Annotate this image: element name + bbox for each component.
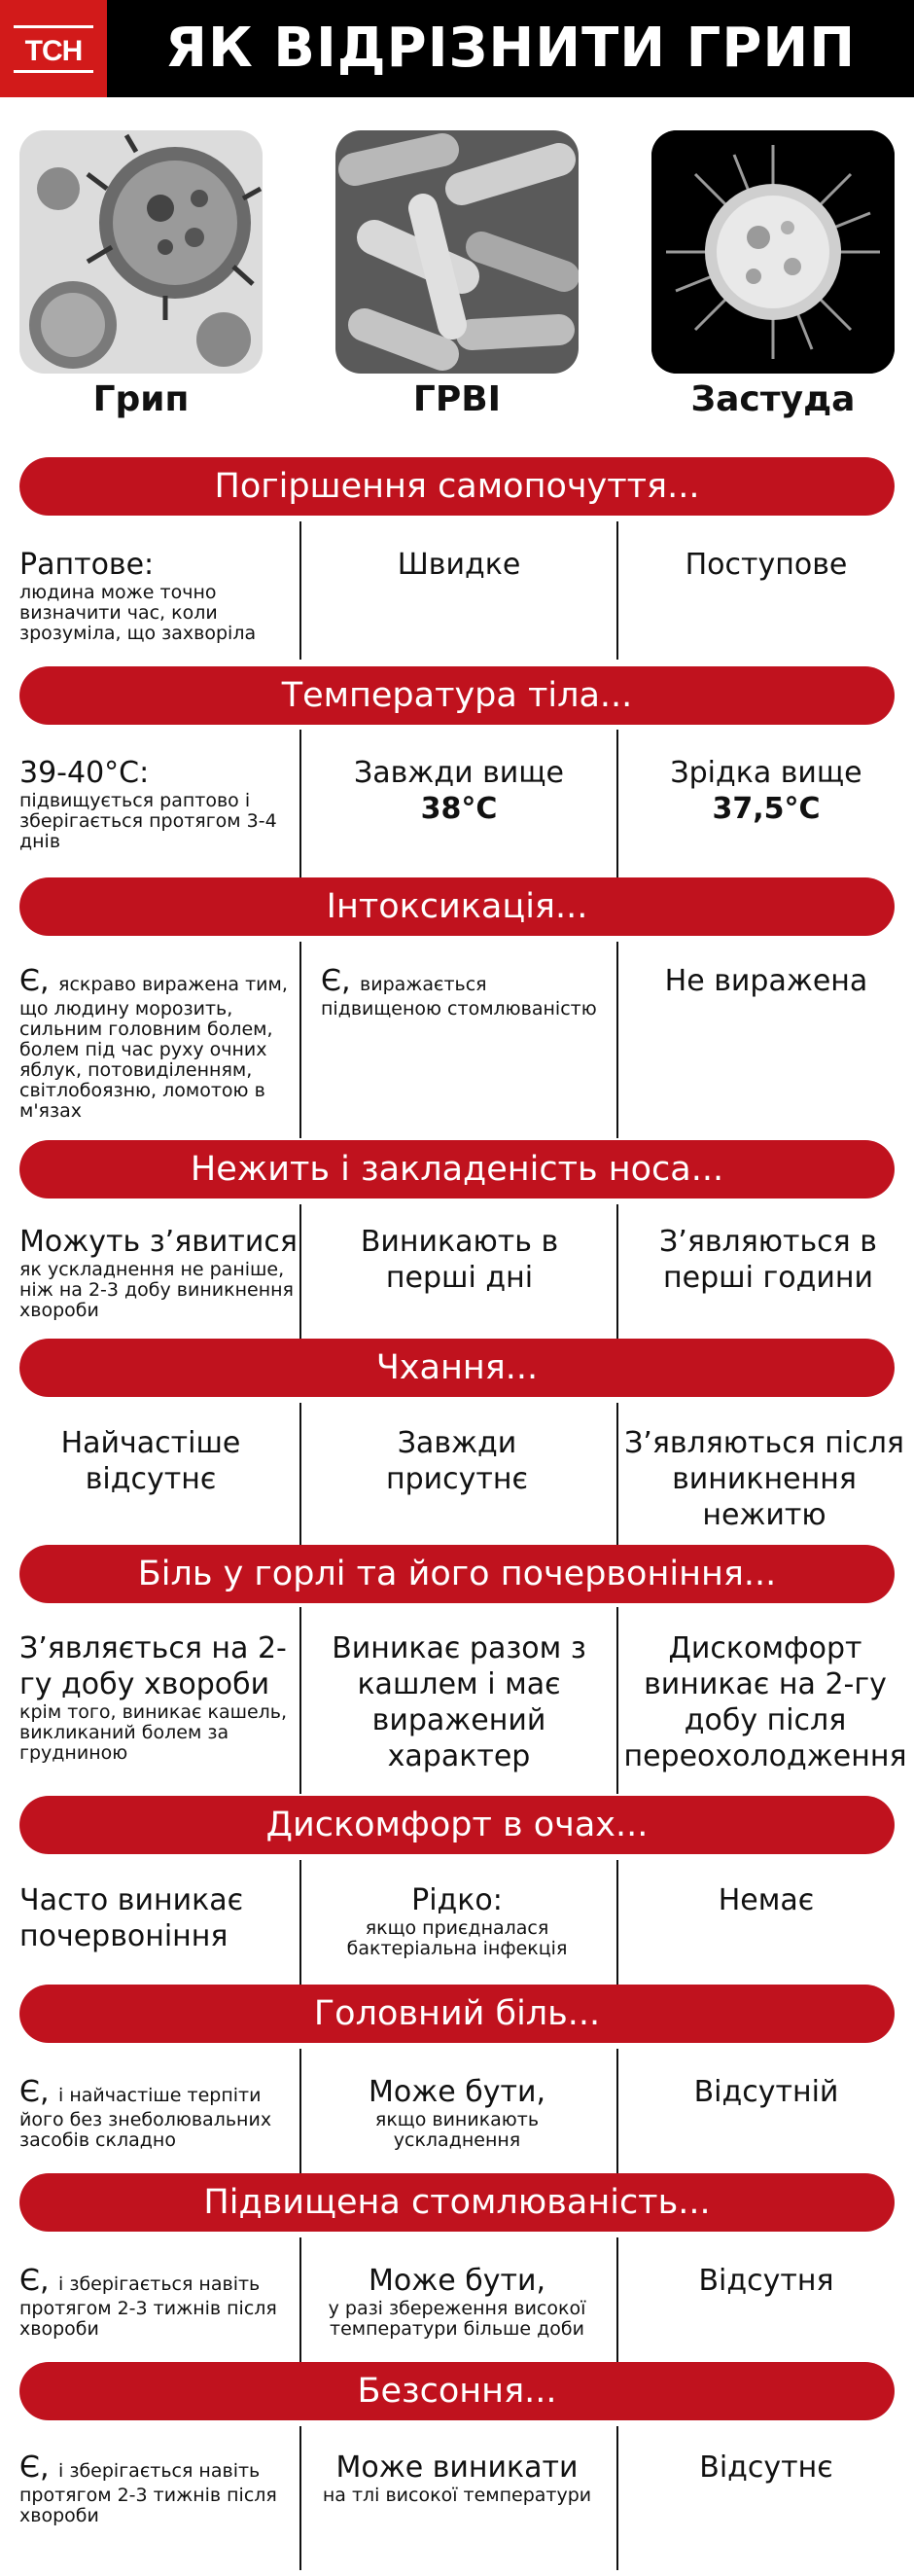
cell-main: Може бути, bbox=[368, 2075, 546, 2109]
cell-main: Завжди присутнє bbox=[386, 1426, 528, 1496]
arvi-cell bbox=[321, 2263, 593, 2340]
section-title: Нежить і закладеність носа... bbox=[19, 1140, 895, 1199]
flu-cell bbox=[19, 2074, 282, 2151]
cell-note: як ускладнення не раніше, ніж на 2-3 добу виникнення хвороби bbox=[19, 1259, 294, 1321]
cell-main: Поступове bbox=[685, 548, 848, 582]
cell-note: на тлі високої температури bbox=[322, 2485, 592, 2506]
cell-main: Є, bbox=[19, 2264, 59, 2298]
section-title: Температура тіла... bbox=[19, 666, 895, 725]
flu-cell bbox=[19, 755, 297, 852]
divider bbox=[299, 2049, 301, 2175]
arvi-cell bbox=[321, 2450, 593, 2506]
arvi-cell bbox=[331, 2074, 583, 2151]
cell-main: Завжди вище bbox=[354, 756, 564, 790]
cell-main: 39-40°С: bbox=[19, 756, 150, 790]
page-title: ЯК ВІДРІЗНИТИ ГРИП bbox=[164, 17, 857, 80]
cell-main: Відсутнє bbox=[699, 2451, 833, 2485]
flu-cell bbox=[19, 963, 297, 1122]
divider bbox=[299, 2426, 301, 2570]
cell-main: Є, bbox=[321, 964, 361, 998]
cell-main: Є, bbox=[19, 964, 59, 998]
column-label-arvi: ГРВІ bbox=[412, 379, 502, 419]
flu-cell bbox=[39, 1425, 263, 1497]
divider bbox=[299, 1860, 301, 1986]
cell-main: Є, bbox=[19, 2075, 59, 2109]
cell-main: З’являються після виникнення нежитю bbox=[624, 1426, 904, 1532]
divider bbox=[299, 2237, 301, 2364]
flu-cell bbox=[19, 547, 297, 644]
cell-main: Дискомфорт виникає на 2-гу добу після переохолодження bbox=[623, 1631, 907, 1773]
divider bbox=[616, 730, 618, 877]
cold-cell bbox=[620, 963, 912, 999]
cell-main: Виникає разом з кашлем і має виражений характер bbox=[332, 1631, 586, 1773]
section-title: Дискомфорт в очах... bbox=[19, 1796, 895, 1854]
cold-cell bbox=[620, 1882, 912, 1918]
divider bbox=[299, 521, 301, 660]
divider bbox=[616, 942, 618, 1138]
arvi-bacteria-image bbox=[335, 130, 579, 374]
cell-main: Швидке bbox=[397, 548, 521, 582]
cell-main: Відсутня bbox=[698, 2264, 834, 2298]
cell-main: Зрідка вище bbox=[670, 756, 862, 790]
divider bbox=[616, 1204, 618, 1339]
section-title: Безсоння... bbox=[19, 2362, 895, 2420]
arvi-cell bbox=[303, 755, 615, 827]
cell-note: і найчастіше терпіти його без знеболювальних засобів складно bbox=[19, 2085, 272, 2151]
cell-main: Раптове: bbox=[19, 548, 155, 582]
logo-line-top bbox=[14, 25, 93, 28]
cold-cell bbox=[620, 755, 912, 827]
cell-note: яскраво виражена тим, що людину морозить, сильним головним болем, болем під час руху очних яблук, потовиділенням, світлобоязню, ломотою в м'язах bbox=[19, 974, 288, 1122]
tsn-logo[interactable] bbox=[0, 0, 107, 97]
cold-cell bbox=[618, 1630, 912, 1774]
cell-bold-value: 37,5°С bbox=[712, 792, 821, 826]
column-label-cold: Застуда bbox=[690, 379, 856, 419]
divider bbox=[616, 2237, 618, 2364]
arvi-cell bbox=[321, 1224, 598, 1296]
arvi-cell bbox=[331, 1882, 583, 1959]
flu-cell bbox=[19, 1882, 282, 1954]
arvi-cell bbox=[321, 963, 613, 1020]
cell-main: З’являються в перші години bbox=[659, 1225, 877, 1295]
cell-main: Може бути, bbox=[368, 2264, 546, 2298]
cell-main: Часто виникає почервоніння bbox=[19, 1883, 244, 1953]
flu-cell bbox=[19, 1224, 301, 1321]
arvi-cell bbox=[303, 1630, 615, 1774]
flu-cell bbox=[19, 2450, 282, 2526]
section-title: Чхання... bbox=[19, 1339, 895, 1397]
cell-note: і зберігається навіть протягом 2-3 тижнів після хвороби bbox=[19, 2273, 277, 2340]
section-title: Підвищена стомлюваність... bbox=[19, 2173, 895, 2232]
cold-cell bbox=[620, 547, 912, 583]
cell-note: підвищується раптово і зберігається протягом 3-4 днів bbox=[19, 790, 277, 852]
divider bbox=[616, 2426, 618, 2570]
cold-virus-image bbox=[651, 130, 895, 374]
cell-main: Найчастіше відсутнє bbox=[60, 1426, 241, 1496]
cold-cell bbox=[618, 1425, 910, 1533]
cold-cell bbox=[620, 2450, 912, 2486]
cold-cell bbox=[620, 2263, 912, 2299]
arvi-cell bbox=[340, 1425, 574, 1497]
cell-bold-value: 38°С bbox=[420, 792, 498, 826]
column-label-flu: Грип bbox=[92, 379, 190, 419]
divider bbox=[616, 521, 618, 660]
cell-main: З’являється на 2-гу добу хвороби bbox=[19, 1631, 287, 1701]
cell-main: Не виражена bbox=[664, 964, 868, 998]
flu-cell bbox=[19, 2263, 282, 2340]
cell-note: виражається підвищеною стомлюваністю bbox=[321, 974, 597, 1020]
cell-note: крім того, виникає кашель, викликаний болем за грудниною bbox=[19, 1701, 288, 1764]
cell-main: Немає bbox=[718, 1883, 815, 1917]
logo-line-bottom bbox=[14, 70, 93, 73]
flu-virus-image bbox=[19, 130, 263, 374]
cell-note: якщо виникають ускладнення bbox=[374, 2109, 540, 2151]
section-title: Погіршення самопочуття... bbox=[19, 457, 895, 516]
divider bbox=[616, 2049, 618, 2175]
cell-main: Виникають в перші дні bbox=[360, 1225, 559, 1295]
cell-note: якщо приєдналася бактеріальна інфекція bbox=[346, 1917, 568, 1959]
cell-main: Відсутній bbox=[693, 2075, 839, 2109]
divider bbox=[299, 730, 301, 877]
flu-cell bbox=[19, 1630, 301, 1764]
cell-note: у разі збереження високої температури більше доби bbox=[328, 2298, 586, 2340]
cell-main: Може виникати bbox=[335, 2451, 579, 2485]
section-title: Біль у горлі та його почервоніння... bbox=[19, 1545, 895, 1603]
cell-main: Можуть з’явитися bbox=[19, 1225, 298, 1259]
divider bbox=[299, 942, 301, 1138]
cell-note: і зберігається навіть протягом 2-3 тижнів після хвороби bbox=[19, 2460, 277, 2526]
section-title: Інтоксикація... bbox=[19, 877, 895, 936]
logo-text: ТСН bbox=[24, 35, 83, 67]
header bbox=[0, 0, 914, 97]
cell-main: Є, bbox=[19, 2451, 59, 2485]
arvi-cell bbox=[303, 547, 615, 583]
cold-cell bbox=[642, 1224, 895, 1296]
divider bbox=[299, 1403, 301, 1545]
section-title: Головний біль... bbox=[19, 1985, 895, 2043]
cell-note: людина може точно визначити час, коли зрозуміла, що захворіла bbox=[19, 582, 257, 644]
cell-main: Рідко: bbox=[411, 1883, 503, 1917]
cold-cell bbox=[620, 2074, 912, 2110]
divider bbox=[616, 1860, 618, 1986]
